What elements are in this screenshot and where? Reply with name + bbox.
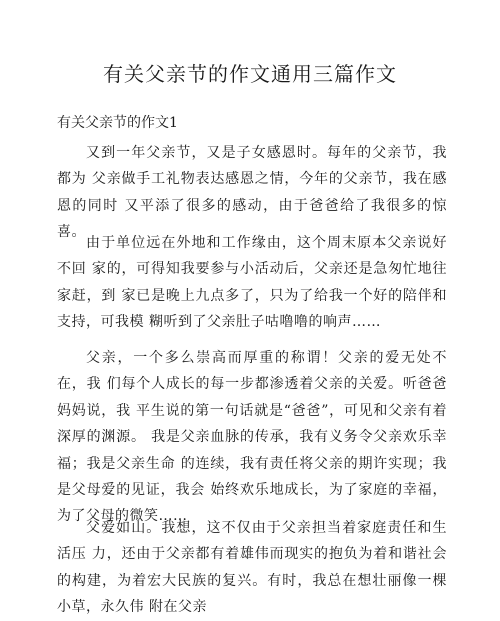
paragraph-1: 又到一年父亲节，又是子女感恩时。每年的父亲节，我都为 父亲做手工礼物表达感恩之情，今年的父亲节，我在感恩的同时 又平添了很多的感动，由于爸爸给了我很多的惊喜。 — [57, 145, 447, 241]
section-heading: 有关父亲节的作文1 — [57, 115, 178, 131]
paragraph-2: 由于单位远在外地和工作缘由，这个周末原本父亲说好不回 家的，可得知我要参与小活动后，父亲还是急匆忙地往家赶，到 家已是晚上九点多了，只为了给我一个好的陪伴和支持，可我模 糊听到了父亲肚子咕噜噜的响声…… — [57, 235, 447, 331]
document-title: 有关父亲节的作文通用三篇作文 — [103, 62, 397, 86]
paragraph-3: 父亲，一个多么崇高而厚重的称谓！父亲的爱无处不在，我 们每个人成长的每一步都渗透着父亲的关爱。听爸爸妈妈说，我 平生说的第一句话就是“爸爸”，可见和父亲有着深厚的渊源。 我是父亲血脉的传承，我有义务令父亲欢乐幸福；我是父亲生命 的连续，我有责任将父亲的期许实现；我是父母爱的见证，我会 始终欢乐地成长，为了家庭的幸福，为了父母的微笑…… — [57, 350, 447, 525]
paragraph-4: 父爱如山。我想，这不仅由于父亲担当着家庭责任和生活压 力，还由于父亲都有着雄伟而现实的抱负为着和谐社会的构建，为着宏大民族的复兴。有时，我总在想壮丽像一棵小草，永久伟 附在父亲 — [57, 520, 447, 616]
